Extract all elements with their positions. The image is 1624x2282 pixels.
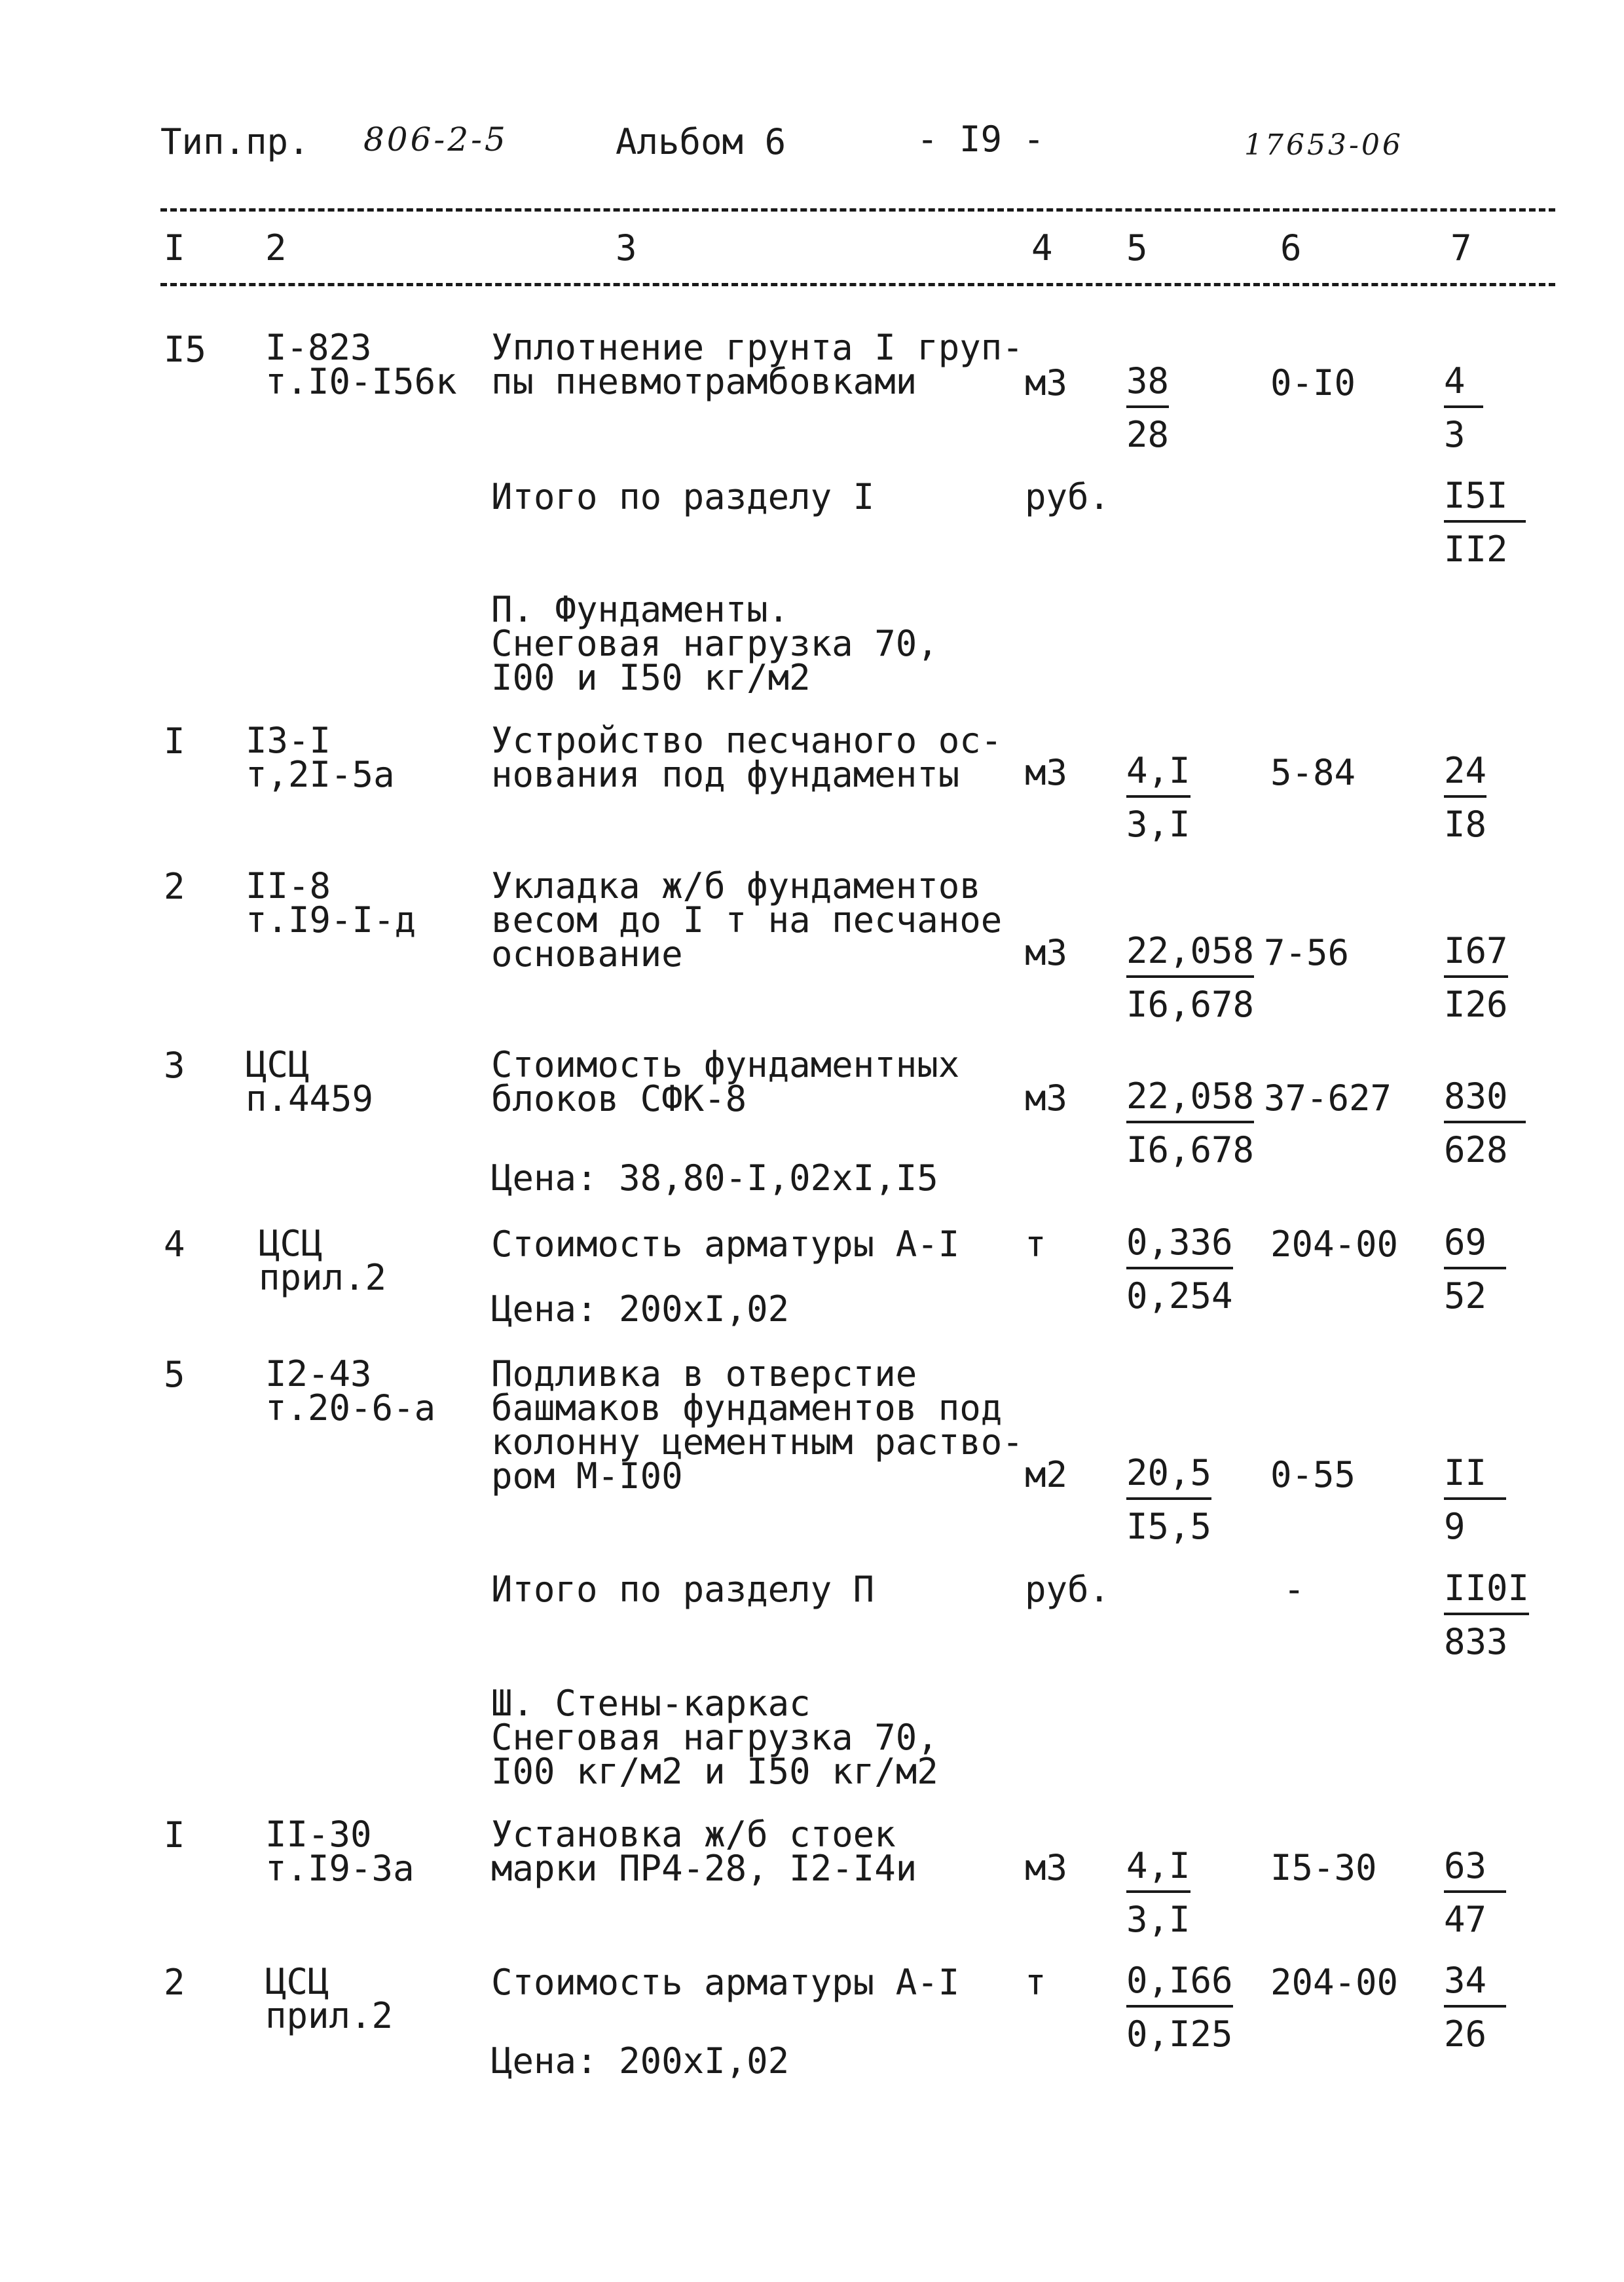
project-number: 806-2-5 — [363, 121, 508, 159]
norm-code: I3-I т,2I-5а — [246, 720, 395, 795]
page-number: - I9 - — [917, 119, 1045, 160]
quantity: $\frac{20,5}{I5,5}$ — [1126, 1452, 1212, 1547]
header-rule-top — [160, 208, 1555, 212]
work-description: Стоимость фундаментных блоков СФК-8 — [491, 1044, 960, 1119]
norm-code: ЦСЦ п.4459 — [246, 1044, 374, 1119]
col-header-1: I — [164, 227, 185, 269]
unit-price: 5-84 — [1270, 752, 1356, 793]
unit: т — [1025, 1962, 1046, 2003]
price-note: Цена: 200хI,02 — [491, 2040, 790, 2082]
norm-code: I2-43 т.20-6-а — [265, 1353, 436, 1429]
unit-price: 0-I0 — [1270, 362, 1356, 403]
total-cost: $\frac{4}{3}$ — [1444, 364, 1483, 453]
quantity: $\frac{4,I}{3,I}$ — [1126, 750, 1190, 845]
col-header-5: 5 — [1126, 227, 1148, 269]
unit: м3 — [1025, 932, 1068, 973]
unit-price: 204-00 — [1270, 1962, 1399, 2003]
col-header-2: 2 — [265, 227, 287, 269]
unit: м2 — [1025, 1454, 1068, 1495]
unit-price: I5-30 — [1270, 1847, 1377, 1888]
total-cost: $\frac{830}{628}$ — [1444, 1079, 1526, 1168]
unit-price: 7-56 — [1264, 932, 1350, 973]
subtotal-label: Итого по разделу П — [491, 1569, 875, 1610]
total-cost: $\frac{34}{26}$ — [1444, 1963, 1506, 2052]
unit-price: 37-627 — [1264, 1077, 1392, 1119]
quantity: $\frac{4,I}{3,I}$ — [1126, 1845, 1190, 1940]
unit: м3 — [1025, 1847, 1068, 1888]
col-header-7: 7 — [1450, 227, 1472, 269]
doc-code: 17653-06 — [1244, 128, 1403, 162]
row-number: 2 — [164, 866, 185, 907]
doc-type-label: Тип.пр. — [160, 121, 310, 162]
norm-code: II-8 т.I9-I-д — [246, 865, 416, 941]
subtotal-value: $\frac{II0I}{833}$ — [1444, 1567, 1530, 1662]
row-number: 5 — [164, 1354, 185, 1395]
work-description: Установка ж/б стоек марки ПР4-28, I2-I4и — [491, 1814, 917, 1889]
col-header-4: 4 — [1031, 227, 1053, 269]
unit-price: - — [1283, 1569, 1305, 1610]
quantity: $\frac{22,058}{I6,678}$ — [1126, 930, 1255, 1025]
unit-price: 204-00 — [1270, 1224, 1399, 1265]
quantity: $\frac{0,336}{0,254}$ — [1126, 1222, 1233, 1317]
row-number: 4 — [164, 1224, 185, 1265]
subtotal-label: Итого по разделу I — [491, 476, 875, 517]
unit: м3 — [1025, 362, 1068, 403]
price-note: Цена: 200хI,02 — [491, 1288, 790, 1330]
work-description: Стоимость арматуры А-I — [491, 1962, 960, 2003]
album-label: Альбом 6 — [616, 121, 786, 162]
row-number: 3 — [164, 1045, 185, 1086]
total-cost: $\frac{24}{I8}$ — [1444, 750, 1487, 845]
total-cost: $\frac{I67}{I26}$ — [1444, 930, 1508, 1025]
quantity: $\frac{38}{28}$ — [1126, 360, 1170, 455]
work-description: Укладка ж/б фундаментов весом до I т на песчаное основание — [491, 865, 1003, 975]
quantity: $\frac{0,I66}{0,I25}$ — [1126, 1960, 1233, 2055]
norm-code: ЦСЦ прил.2 — [259, 1223, 387, 1298]
section-heading: Ш. Стены-каркас Снеговая нагрузка 70, I00 кг/м2 и I50 кг/м2 — [491, 1683, 938, 1792]
quantity: $\frac{22,058}{I6,678}$ — [1126, 1076, 1255, 1170]
col-header-3: 3 — [616, 227, 637, 269]
total-cost: $\frac{69}{52}$ — [1444, 1225, 1506, 1314]
work-description: Устройство песчаного ос- нования под фундаменты — [491, 720, 1003, 795]
work-description: Подливка в отверстие башмаков фундаментов под колонну цементным раство- ром М-I00 — [491, 1353, 1024, 1497]
header-rule-bottom — [160, 283, 1555, 286]
row-number: I — [164, 1814, 185, 1856]
unit: т — [1025, 1224, 1046, 1265]
price-note: Цена: 38,80-I,02хI,I5 — [491, 1157, 938, 1199]
work-description: Уплотнение грунта I груп- пы пневмотрамбовками — [491, 327, 1024, 402]
row-number: I — [164, 720, 185, 762]
col-header-6: 6 — [1280, 227, 1302, 269]
norm-code: ЦСЦ прил.2 — [265, 1961, 394, 2036]
section-heading: П. Фундаменты. Снеговая нагрузка 70, I00 и I50 кг/м2 — [491, 589, 938, 698]
total-cost: $\frac{63}{47}$ — [1444, 1848, 1506, 1937]
unit: м3 — [1025, 1077, 1068, 1119]
unit: руб. — [1025, 476, 1111, 517]
row-number: I5 — [164, 329, 207, 370]
unit: руб. — [1025, 1569, 1111, 1610]
unit-price: 0-55 — [1270, 1454, 1356, 1495]
unit: м3 — [1025, 752, 1068, 793]
norm-code: I-823 т.I0-I56к — [265, 327, 457, 402]
row-number: 2 — [164, 1962, 185, 2003]
work-description: Стоимость арматуры А-I — [491, 1224, 960, 1265]
total-cost: $\frac{II}{9}$ — [1444, 1455, 1506, 1544]
subtotal-value: $\frac{I5I}{II2}$ — [1444, 478, 1526, 567]
norm-code: II-30 т.I9-3а — [265, 1814, 415, 1889]
